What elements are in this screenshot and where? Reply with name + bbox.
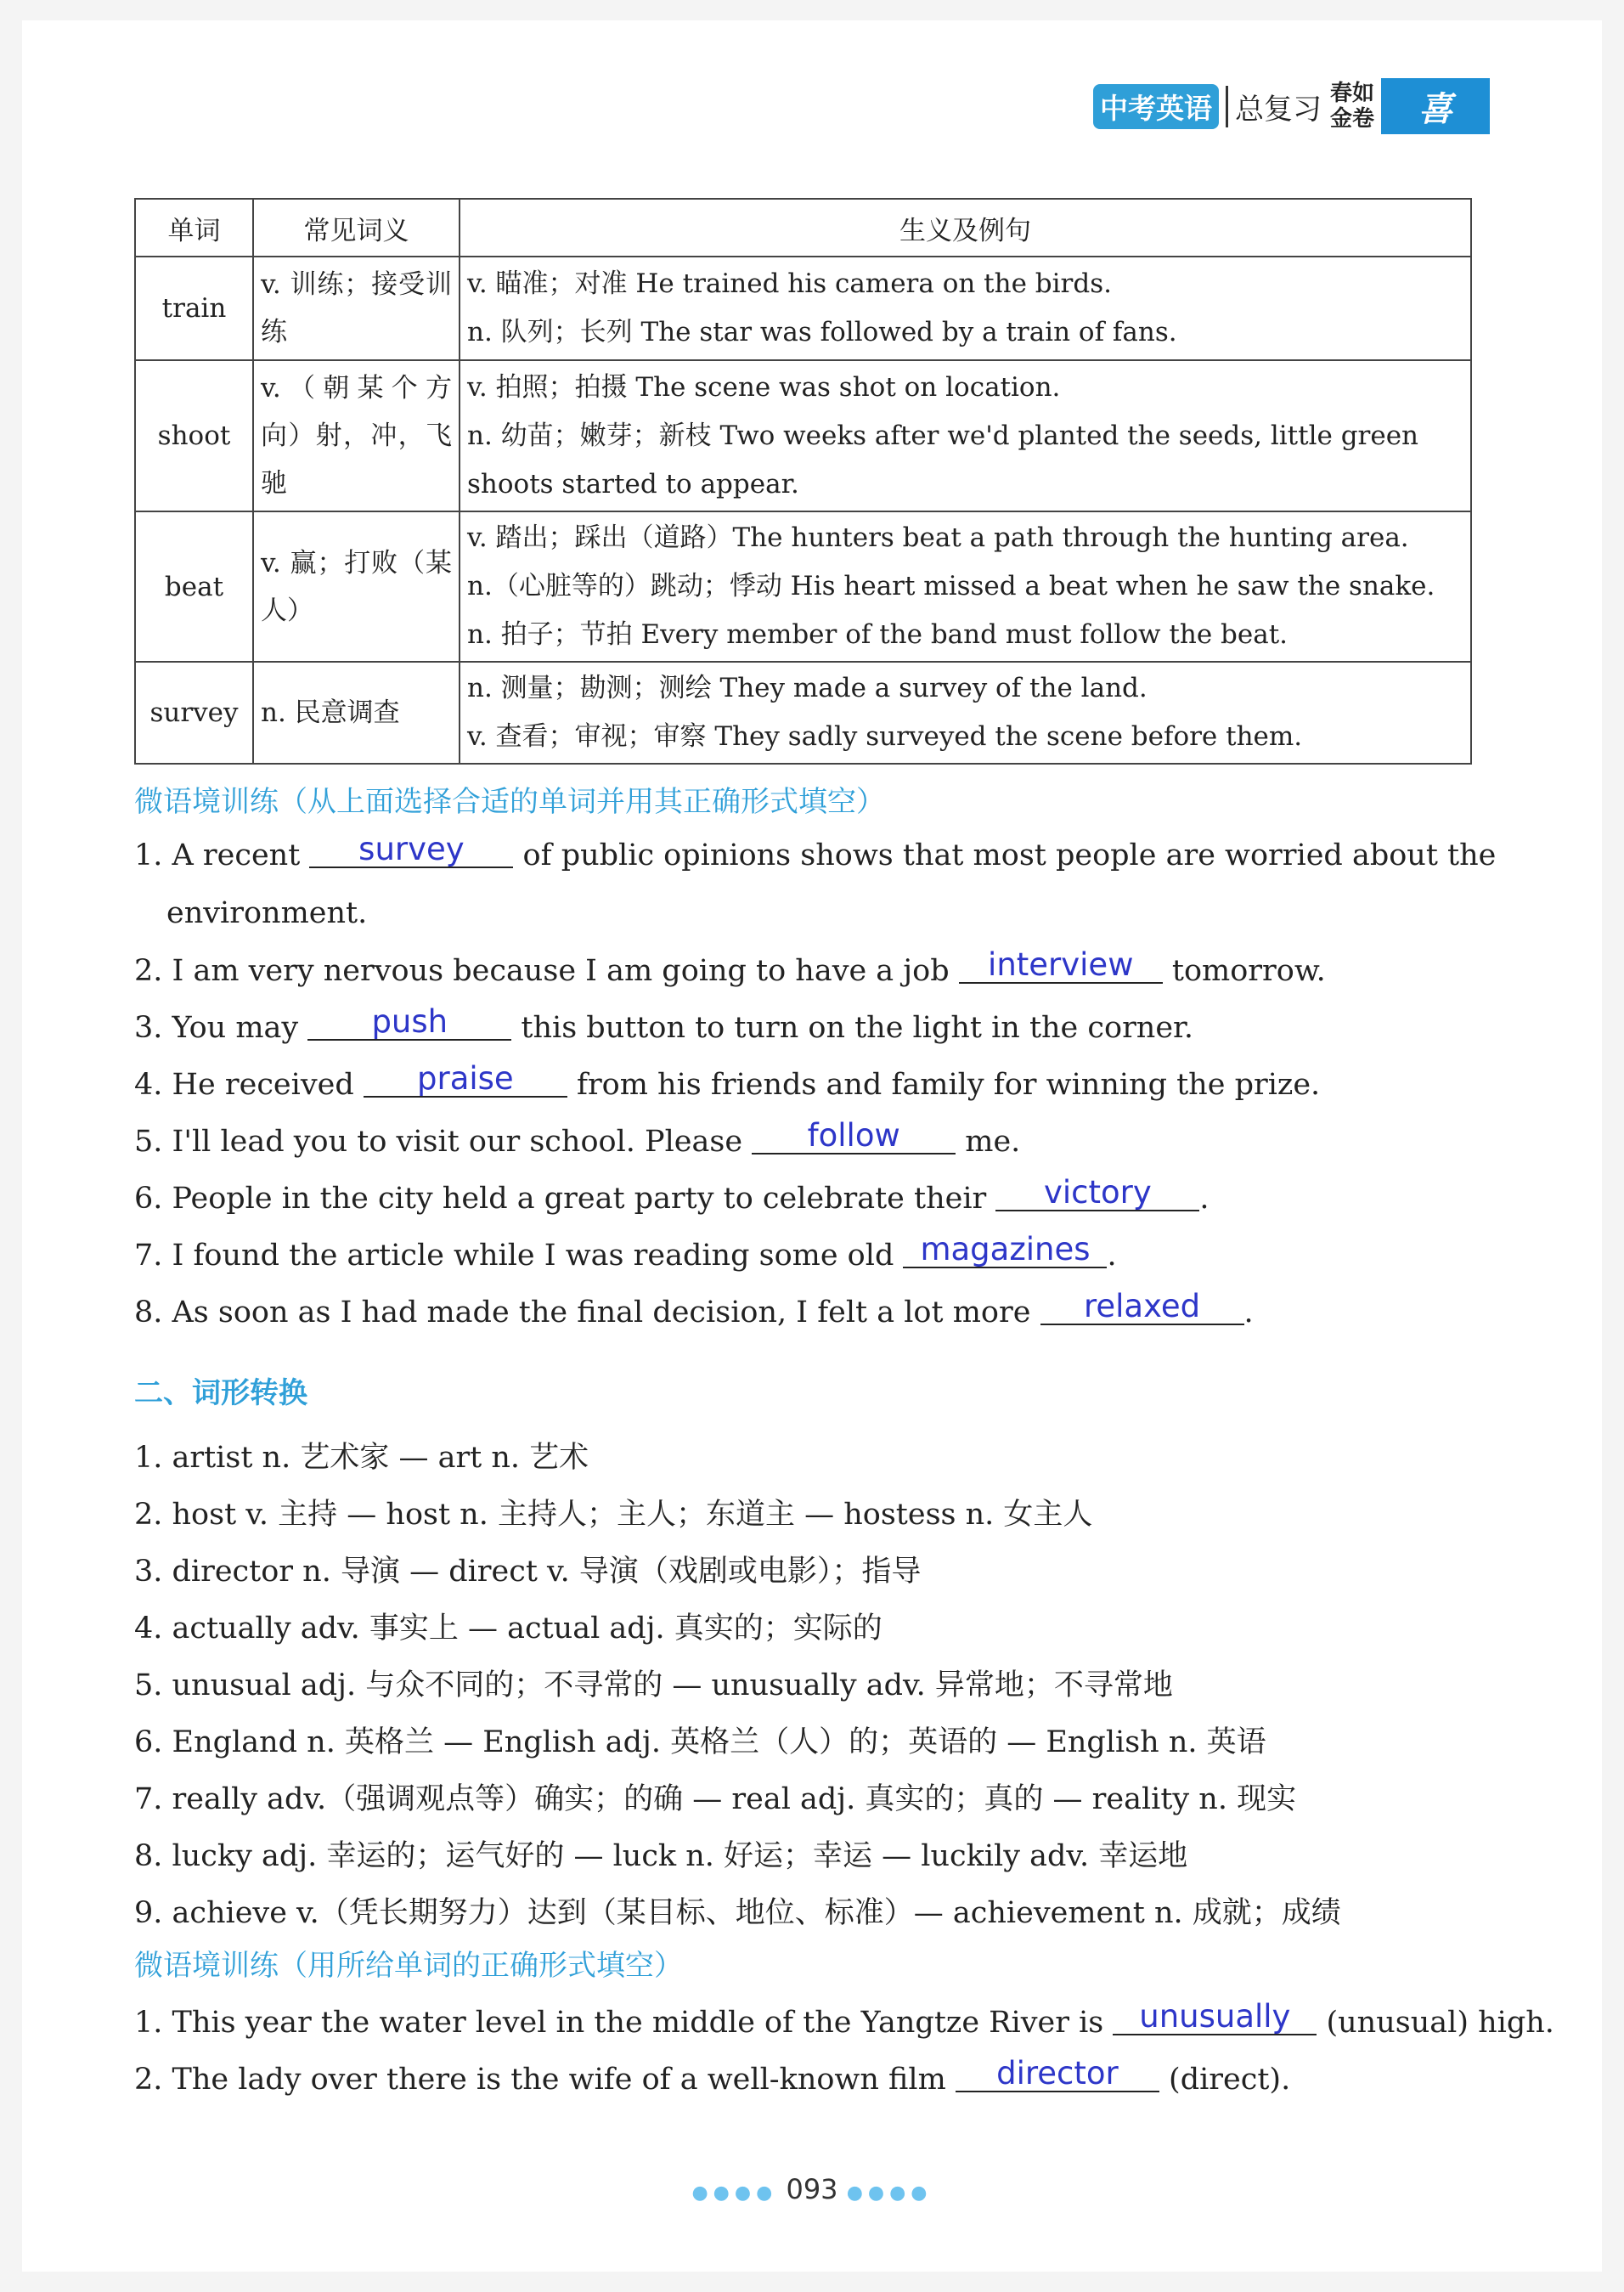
exercise1-title: 微语境训练（从上面选择合适的单词并用其正确形式填空） [134, 785, 885, 819]
answer-blank: unusually [1113, 2000, 1317, 2035]
exercise2-title: 微语境训练（用所给单词的正确形式填空） [134, 1949, 683, 1983]
exercise-item [134, 1174, 1210, 1217]
word-form-item: 6. England n. 英格兰 — English adj. 英格兰（人）的；英语的 — English n. 英语 [134, 1725, 1266, 1759]
sense-line: n. 测量；勘测；测绘 They made a survey of the land. [467, 673, 1148, 703]
item-text: (unusual) high. [1317, 2006, 1554, 2040]
item-text: 4. He received [134, 1068, 364, 1102]
exercise-item [134, 831, 1497, 873]
answer-blank: interview [959, 948, 1163, 984]
word-form-item: 5. unusual adj. 与众不同的；不寻常的 — unusually adv. 异常地；不寻常地 [134, 1668, 1173, 1702]
word-form-item: 7. really adv.（强调观点等）确实；的确 — real adj. 真实的；真的 — reality n. 现实 [134, 1782, 1297, 1816]
item-text: 3. You may [134, 1011, 308, 1045]
exercise-item [134, 1003, 1194, 1046]
exercise-item [134, 1231, 1117, 1273]
common-meaning-cell: v. 训练；接受训练 [253, 257, 460, 360]
word-cell: beat [135, 511, 253, 662]
item-text: 1. This year the water level in the middle of the Yangtze River is [134, 2006, 1114, 2040]
item-text: tomorrow. [1162, 954, 1326, 988]
table-row [135, 511, 1471, 662]
sense-line: v. 查看；审视；审察 They sadly surveyed the scene before them. [467, 721, 1303, 752]
word-form-item: 4. actually adv. 事实上 — actual adj. 真实的；实际的 [134, 1612, 882, 1646]
word-form-item: 9. achieve v.（凭长期努力）达到（某目标、地位、标准）— achievement n. 成就；成绩 [134, 1896, 1341, 1930]
item-text: of public opinions shows that most people are worried about the [513, 838, 1497, 872]
vocab-table [134, 198, 1472, 765]
answer-blank: magazines [903, 1233, 1107, 1268]
section2-title: 二、词形转换 [134, 1376, 307, 1410]
item-text: 5. I'll lead you to visit our school. Please [134, 1125, 753, 1159]
col-senses-header: 生义及例句 [460, 199, 1471, 257]
sense-line: v. 拍照；拍摄 The scene was shot on location. [467, 371, 1061, 403]
senses-cell [460, 360, 1471, 511]
sense-line: n.（心脏等的）跳动；悸动 His heart missed a beat when he saw the snake. [467, 571, 1435, 601]
item-text: 8. As soon as I had made the final decision, I felt a lot more [134, 1296, 1040, 1329]
common-meaning-cell: n. 民意调查 [253, 662, 460, 764]
footer-dots-left: ●●●● [691, 2182, 778, 2204]
series-pill: 中考英语 [1093, 84, 1219, 129]
item-text: me. [956, 1125, 1021, 1159]
senses-cell [460, 662, 1471, 764]
sense-line: n. 幼苗；嫩芽；新枝 Two weeks after we'd planted the seeds, little green shoots started to appear. [467, 420, 1419, 500]
item-text: this button to turn on the light in the corner. [511, 1011, 1194, 1045]
exercise-item [134, 1288, 1254, 1330]
page-header [1093, 70, 1490, 143]
word-cell: train [135, 257, 253, 360]
word-cell: survey [135, 662, 253, 764]
answer-blank: director [956, 2057, 1159, 2092]
exercise-item [134, 1998, 1554, 2041]
word-cell: shoot [135, 360, 253, 511]
item-text: . [1243, 1296, 1254, 1329]
table-header-row [135, 199, 1471, 257]
word-form-item: 1. artist n. 艺术家 — art n. 艺术 [134, 1441, 589, 1475]
brand-label [1328, 81, 1376, 132]
item-text: 7. I found the article while I was reading some old [134, 1239, 904, 1273]
word-form-item: 8. lucky adj. 幸运的；运气好的 — luck n. 好运；幸运 — luckily adv. 幸运地 [134, 1839, 1188, 1873]
sense-line: n. 拍子；节拍 Every member of the band must follow the beat. [467, 619, 1288, 650]
review-label: 总复习 [1226, 86, 1322, 127]
item-text: from his friends and family for winning the prize. [567, 1068, 1321, 1102]
answer-blank: follow [752, 1119, 956, 1154]
item-text: 2. The lady over there is the wife of a well-known film [134, 2063, 956, 2097]
brand-text: 春如金卷 [1329, 81, 1374, 132]
page-number: 093 [786, 2173, 838, 2205]
exercise-item [134, 1117, 1021, 1160]
exercise-item [134, 2055, 1291, 2097]
word-form-item: 3. director n. 导演 — direct v. 导演（戏剧或电影）；指导 [134, 1555, 922, 1589]
senses-cell [460, 511, 1471, 662]
common-meaning-cell: v.（朝某个方向）射，冲，飞驰 [253, 360, 460, 511]
item-text: . [1199, 1182, 1210, 1216]
senses-cell [460, 257, 1471, 360]
col-word-header: 单词 [135, 199, 253, 257]
item-text: . [1107, 1239, 1117, 1273]
sense-line: v. 踏出；踩出（道路）The hunters beat a path through the hunting area. [467, 522, 1409, 553]
answer-blank: survey [309, 833, 513, 868]
exercise-item [134, 946, 1326, 989]
exercise-item-continuation: environment. [166, 896, 368, 930]
page-footer [0, 2173, 1624, 2205]
answer-blank: praise [364, 1062, 567, 1098]
sense-line: n. 队列；长列 The star was followed by a train of fans. [467, 317, 1177, 347]
brand-logo: 喜 [1381, 78, 1490, 134]
footer-dots-right: ●●●● [846, 2182, 933, 2204]
table-row [135, 662, 1471, 764]
item-text: (direct). [1159, 2063, 1291, 2097]
word-form-item: 2. host v. 主持 — host n. 主持人；主人；东道主 — hostess n. 女主人 [134, 1498, 1093, 1532]
answer-blank: push [307, 1005, 511, 1041]
sense-line: v. 瞄准；对准 He trained his camera on the birds. [467, 268, 1112, 299]
common-meaning-cell: v. 赢；打败（某人） [253, 511, 460, 662]
exercise-item [134, 1060, 1321, 1103]
item-text: 2. I am very nervous because I am going to have a job [134, 954, 959, 988]
item-text: 6. People in the city held a great party to celebrate their [134, 1182, 996, 1216]
answer-blank: relaxed [1040, 1290, 1244, 1325]
col-common-header: 常见词义 [253, 199, 460, 257]
answer-blank: victory [995, 1176, 1199, 1211]
table-row [135, 360, 1471, 511]
item-text: 1. A recent [134, 838, 310, 872]
table-row [135, 257, 1471, 360]
